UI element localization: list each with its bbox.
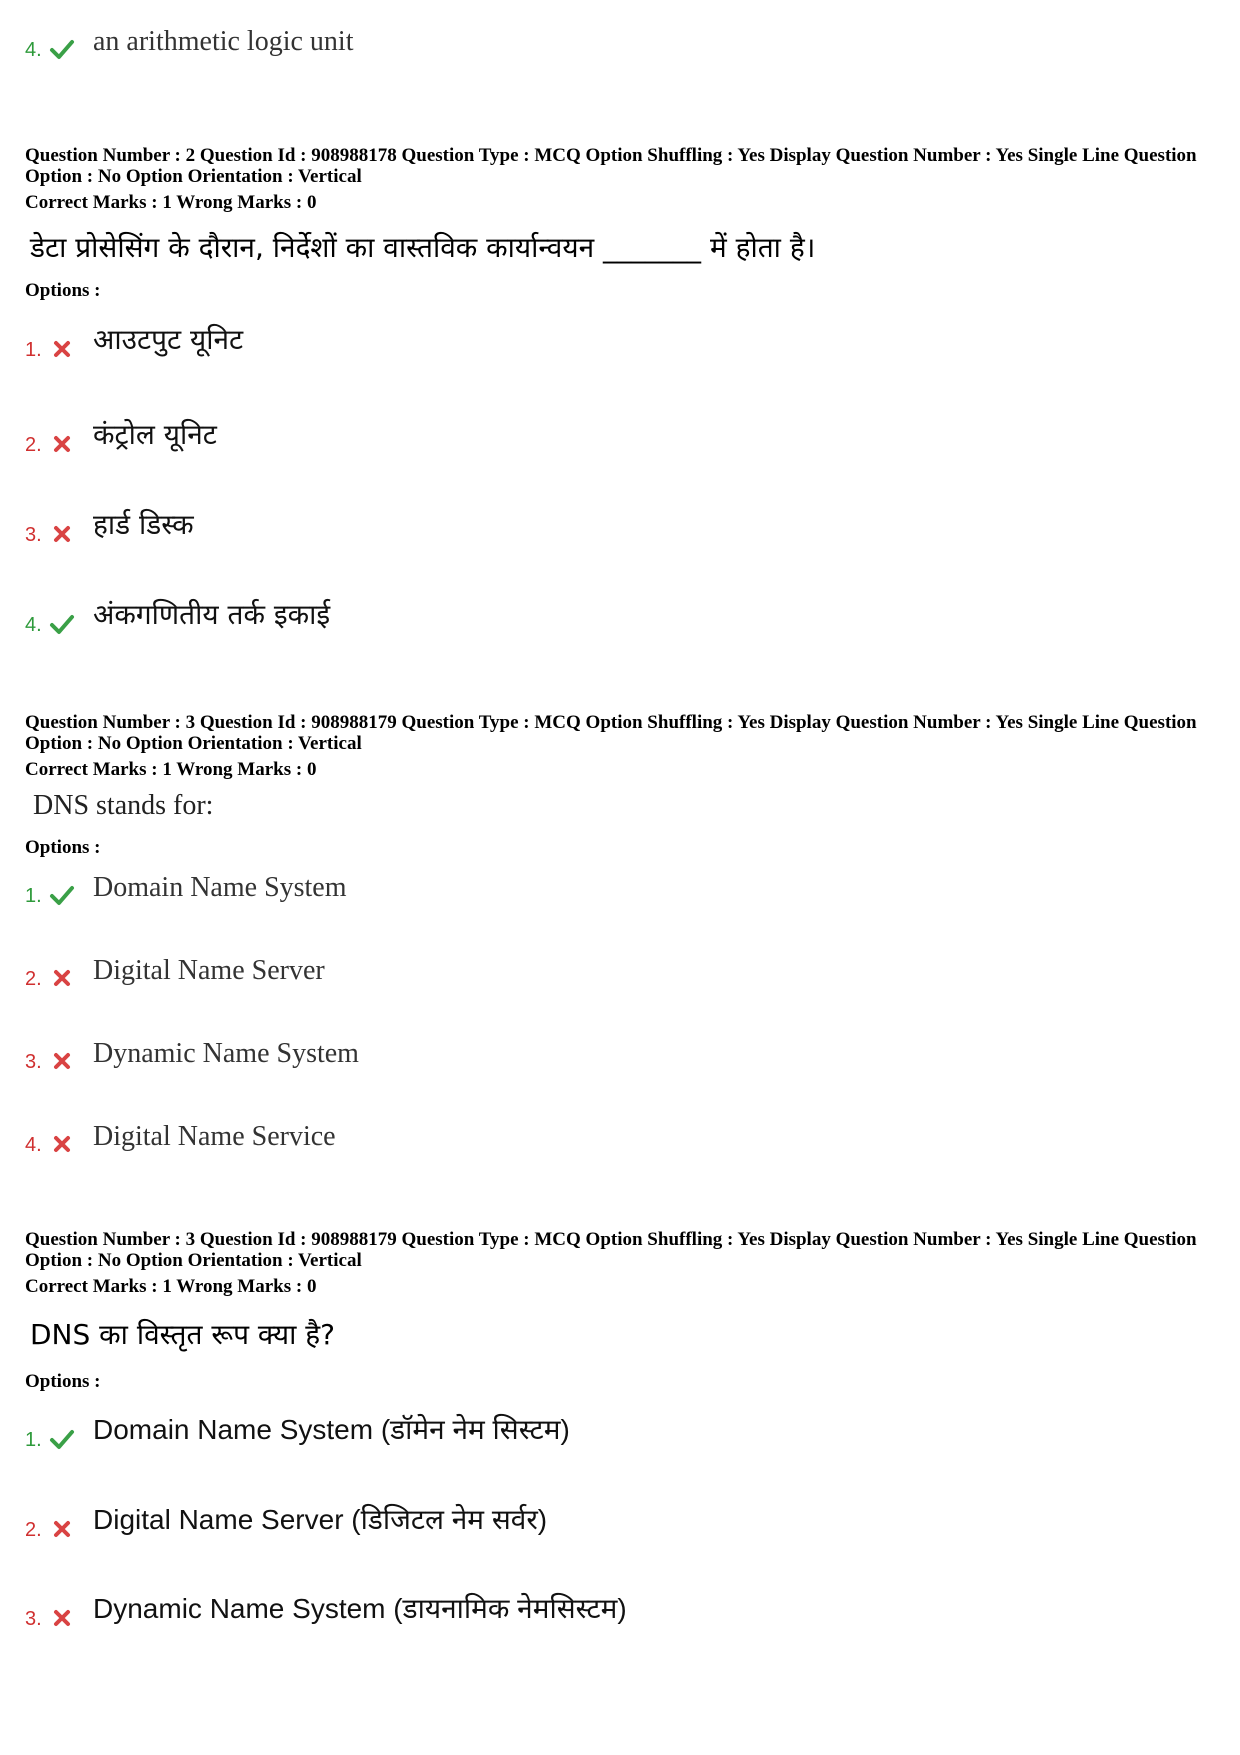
cross-icon xyxy=(49,1607,75,1629)
option-number: 4. xyxy=(25,614,42,636)
option-number: 1. xyxy=(25,885,42,907)
question-text: डेटा प्रोसेसिंग के दौरान, निर्देशों का वास्तविक कार्यान्वयन _______ में होता है। xyxy=(30,231,816,264)
options-label: Options : xyxy=(25,280,101,301)
option-number: 2. xyxy=(25,434,42,456)
question-marks: Correct Marks : 1 Wrong Marks : 0 xyxy=(25,759,317,780)
option-text: हार्ड डिस्क xyxy=(93,508,194,541)
option-number: 1. xyxy=(25,1429,42,1451)
question-marks: Correct Marks : 1 Wrong Marks : 0 xyxy=(25,192,317,213)
cross-icon xyxy=(49,433,75,455)
option-text: कंट्रोल यूनिट xyxy=(93,418,217,451)
checkmark-icon xyxy=(49,884,75,906)
cross-icon xyxy=(49,1050,75,1072)
cross-icon xyxy=(49,338,75,360)
options-label: Options : xyxy=(25,1371,101,1392)
option-number: 4. xyxy=(25,39,42,61)
option-text: an arithmetic logic unit xyxy=(93,26,354,57)
cross-icon xyxy=(49,523,75,545)
question-meta: Question Number : 3 Question Id : 908988179 Question Type : MCQ Option Shuffling : Yes Display Question Number : Yes Single Line Question Option : No Option Orientation : Vertical xyxy=(25,712,1197,754)
checkmark-icon xyxy=(49,613,75,635)
question-text: DNS stands for: xyxy=(33,790,214,821)
option-text: Domain Name System xyxy=(93,872,347,903)
option-text: Domain Name System (डॉमेन नेम सिस्टम) xyxy=(93,1414,570,1445)
option-number: 3. xyxy=(25,524,42,546)
option-text: Dynamic Name System xyxy=(93,1038,359,1069)
cross-icon xyxy=(49,967,75,989)
option-text: Digital Name Server xyxy=(93,955,325,986)
option-text: Dynamic Name System (डायनामिक नेमसिस्टम) xyxy=(93,1593,627,1624)
option-number: 1. xyxy=(25,339,42,361)
question-marks: Correct Marks : 1 Wrong Marks : 0 xyxy=(25,1276,317,1297)
option-number: 2. xyxy=(25,1519,42,1541)
question-meta: Question Number : 2 Question Id : 908988178 Question Type : MCQ Option Shuffling : Yes Display Question Number : Yes Single Line Question Option : No Option Orientation : Vertical xyxy=(25,145,1197,187)
option-text: Digital Name Service xyxy=(93,1121,336,1152)
option-number: 3. xyxy=(25,1608,42,1630)
question-text: DNS का विस्तृत रूप क्या है? xyxy=(30,1318,336,1351)
option-number: 2. xyxy=(25,968,42,990)
cross-icon xyxy=(49,1518,75,1540)
checkmark-icon xyxy=(49,1428,75,1450)
option-text: Digital Name Server (डिजिटल नेम सर्वर) xyxy=(93,1504,548,1535)
option-number: 4. xyxy=(25,1134,42,1156)
option-text: आउटपुट यूनिट xyxy=(93,323,244,356)
checkmark-icon xyxy=(49,38,75,60)
question-meta: Question Number : 3 Question Id : 908988179 Question Type : MCQ Option Shuffling : Yes Display Question Number : Yes Single Line Question Option : No Option Orientation : Vertical xyxy=(25,1229,1197,1271)
option-text: अंकगणितीय तर्क इकाई xyxy=(93,598,331,631)
cross-icon xyxy=(49,1133,75,1155)
options-label: Options : xyxy=(25,837,101,858)
option-number: 3. xyxy=(25,1051,42,1073)
